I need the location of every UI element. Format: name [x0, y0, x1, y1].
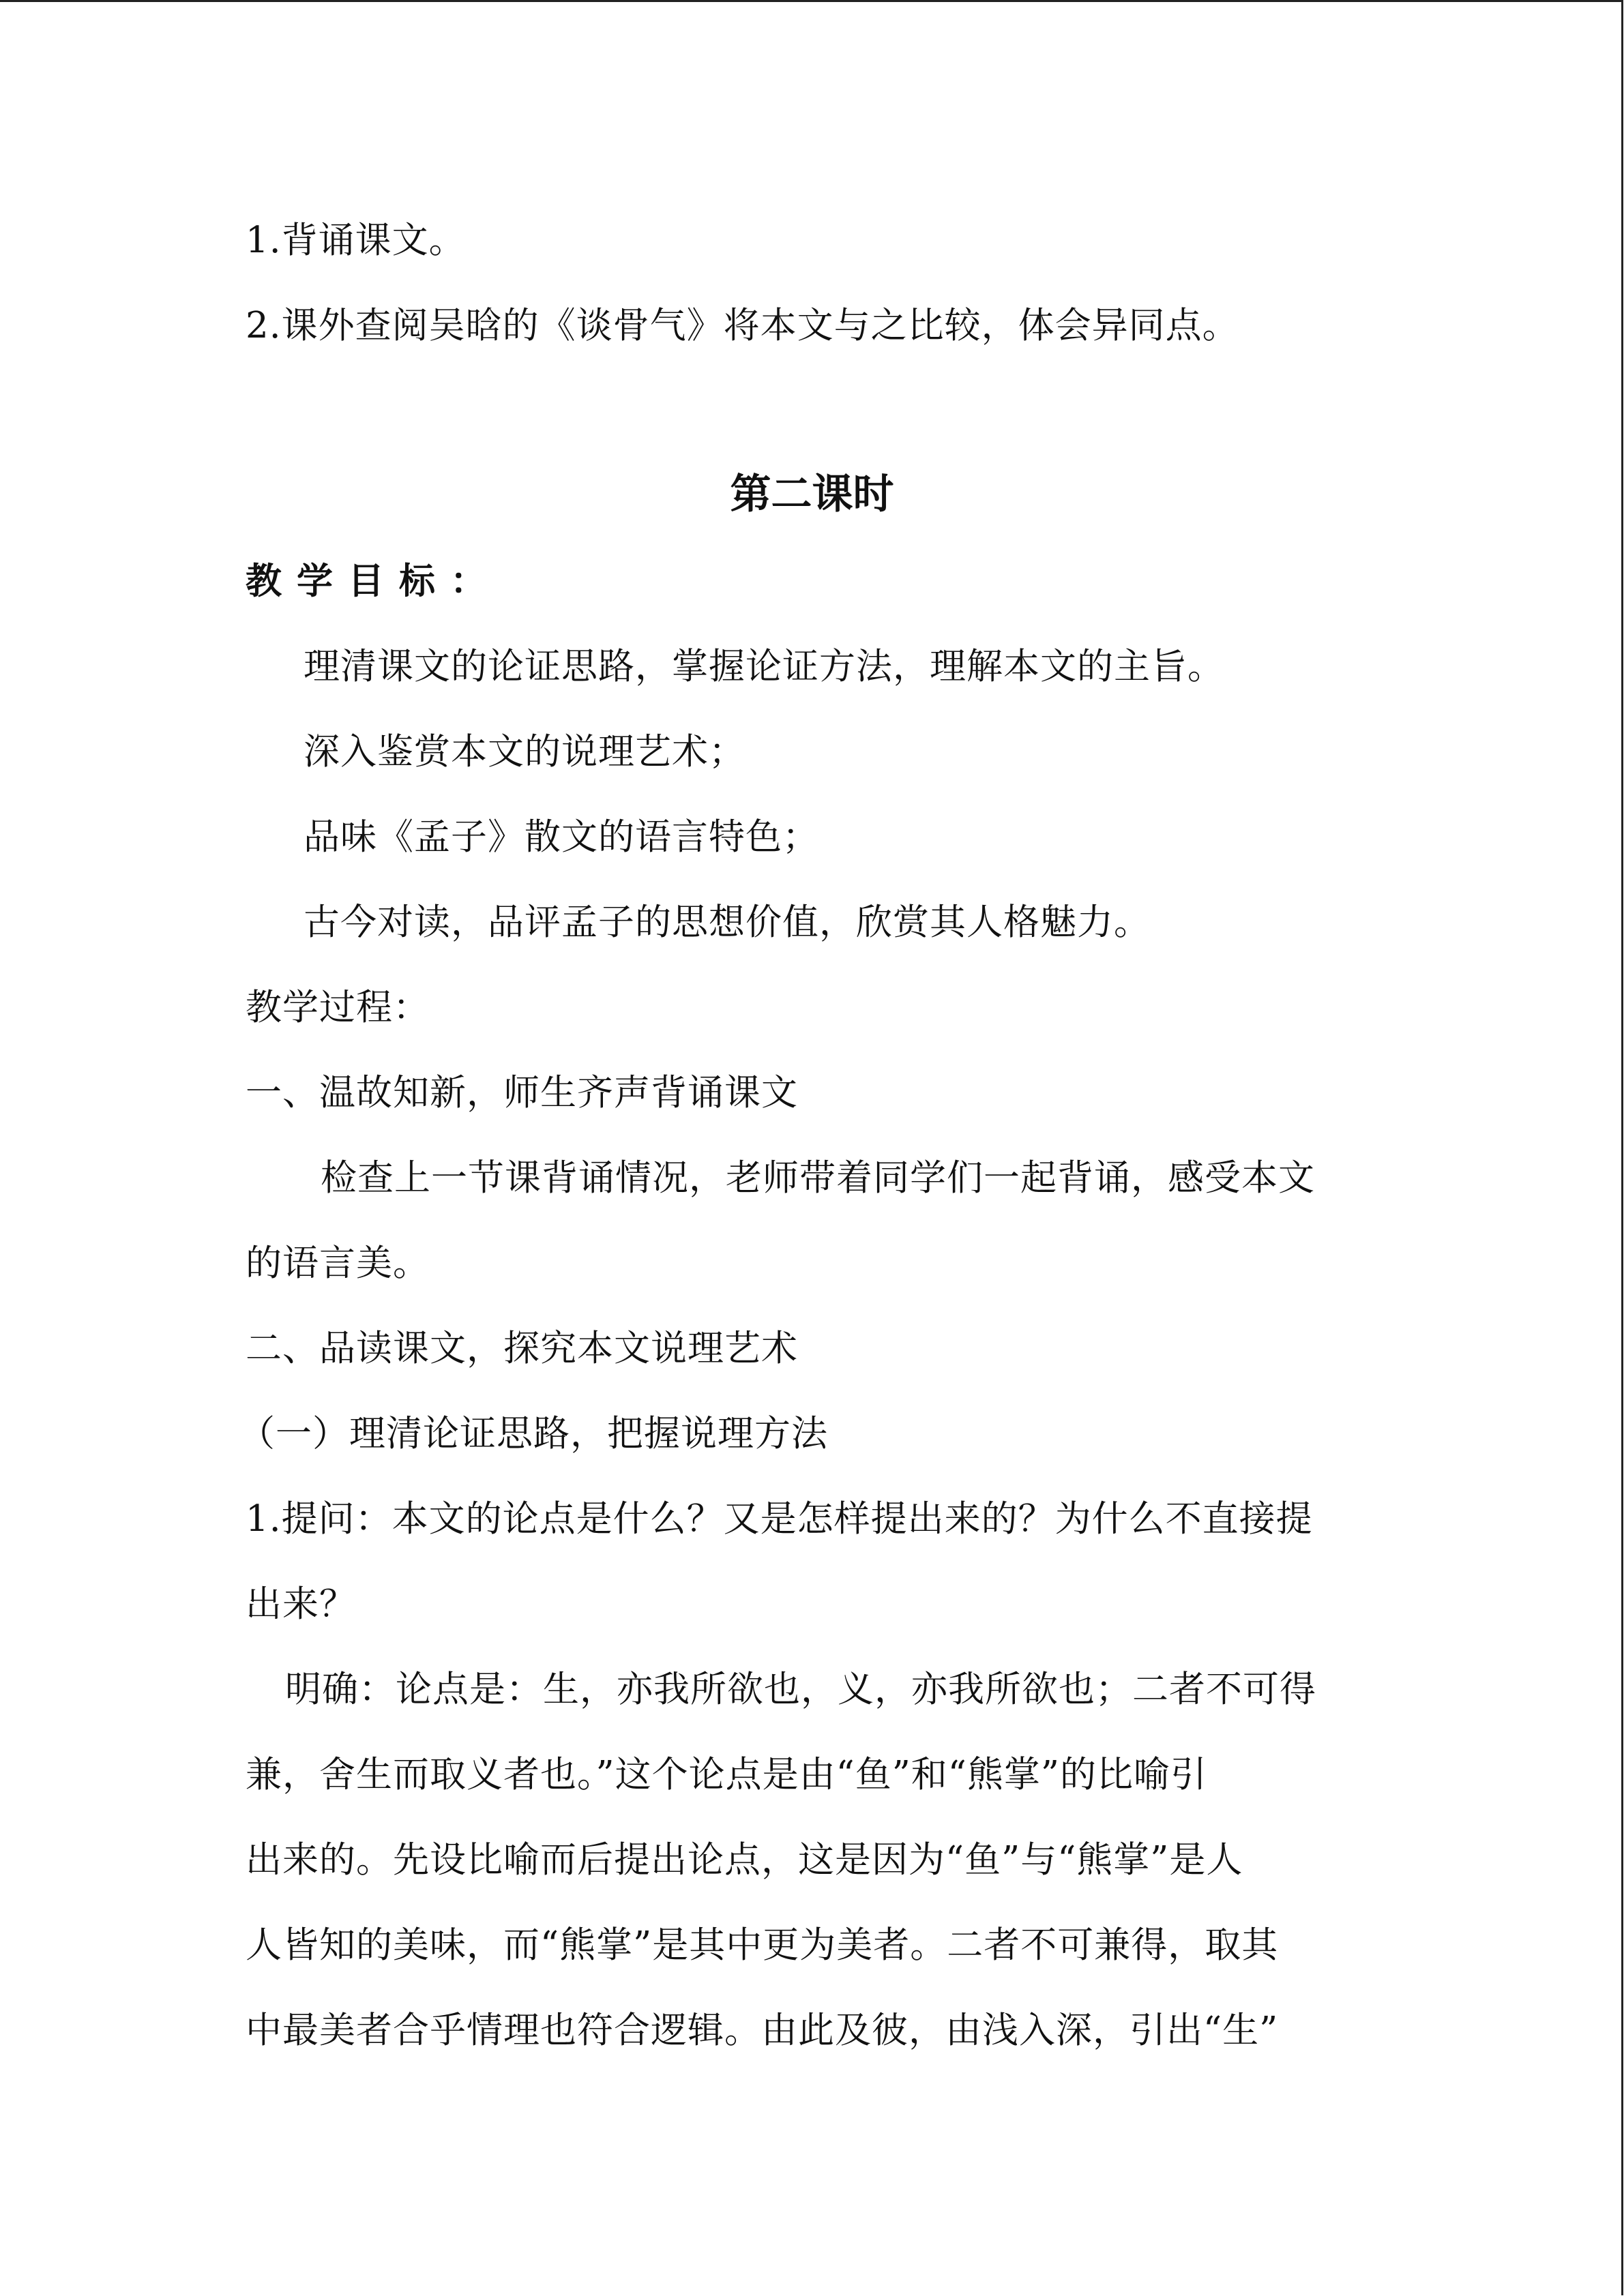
objective-2: 深入鉴赏本文的说理艺术；: [304, 731, 745, 773]
homework-item-1: 1.背诵课文。: [246, 220, 466, 261]
homework-item-2: 2.课外查阅吴晗的《谈骨气》将本文与之比较，体会异同点。: [246, 305, 1239, 346]
objective-3: 品味《孟子》散文的语言特色；: [304, 816, 819, 858]
question-1-line-2: 出来？: [246, 1583, 356, 1625]
step2-subheading: （一）理清论证思路，把握说理方法: [239, 1413, 828, 1455]
step2-heading: 二、品读课文，探究本文说理艺术: [246, 1328, 798, 1369]
objective-1: 理清课文的论证思路，掌握论证方法，理解本文的主旨。: [304, 646, 1224, 687]
question-1-line-1: 1.提问：本文的论点是什么？又是怎样提出来的？为什么不直接提: [246, 1498, 1313, 1540]
step1-heading: 一、温故知新，师生齐声背诵课文: [246, 1072, 798, 1114]
step1-body-line-1: 检查上一节课背诵情况，老师带着同学们一起背诵，感受本文: [321, 1157, 1315, 1199]
answer-line-2: 兼，舍生而取义者也。”这个论点是由“鱼”和“熊掌”的比喻引: [246, 1754, 1207, 1795]
answer-line-5: 中最美者合乎情理也符合逻辑。由此及彼，由浅入深，引出“生”: [246, 2010, 1279, 2051]
lesson-title: 第二课时: [730, 471, 894, 518]
answer-line-3: 出来的。先设比喻而后提出论点，这是因为“鱼”与“熊掌”是人: [246, 1839, 1243, 1881]
answer-line-1: 明确：论点是：生，亦我所欲也，义，亦我所欲也；二者不可得: [285, 1669, 1316, 1710]
answer-line-4: 人皆知的美味，而“熊掌”是其中更为美者。二者不可兼得，取其: [246, 1924, 1279, 1966]
objective-4: 古今对读，品评孟子的思想价值，欣赏其人格魅力。: [304, 901, 1151, 943]
process-heading: 教学过程：: [246, 987, 430, 1028]
objectives-heading: 教学目标：: [246, 561, 501, 602]
step1-body-line-2: 的语言美。: [246, 1242, 430, 1284]
